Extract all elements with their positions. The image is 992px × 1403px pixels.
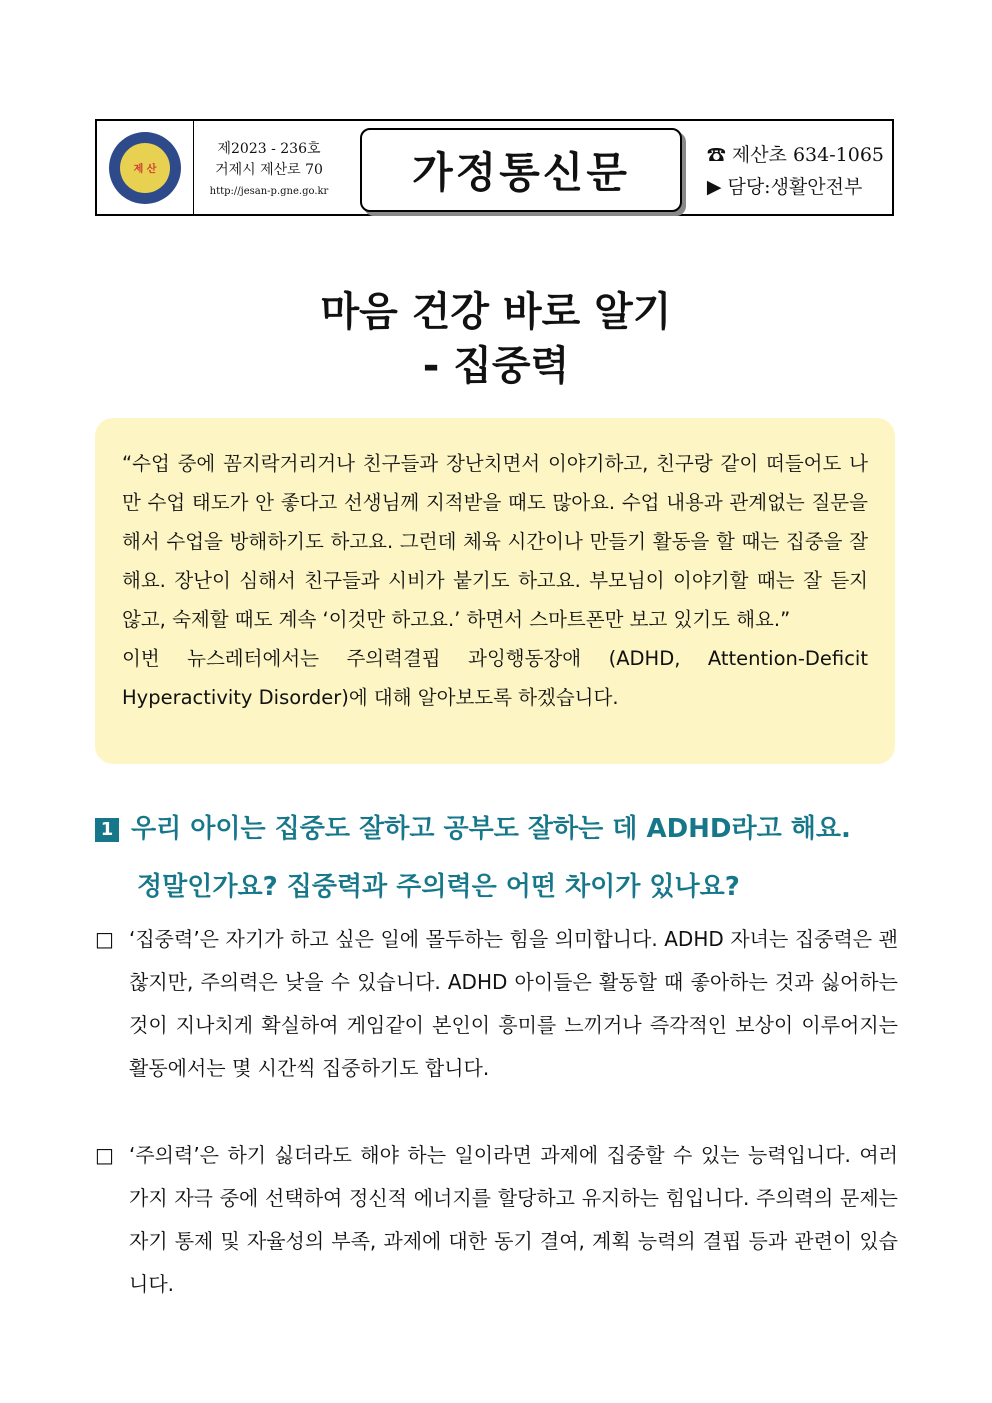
quote-box bbox=[95, 418, 895, 764]
page-title bbox=[0, 285, 992, 393]
checkbox-icon: □ bbox=[95, 927, 114, 951]
phone: ☎ 제산초 634-1065 bbox=[706, 144, 884, 166]
section-number: 1 bbox=[95, 818, 119, 842]
quote-text: “수업 중에 꼼지락거리거나 친구들과 장난치면서 이야기하고, 친구랑 같이 떠들어도 나만 수업 태도가 안 좋다고 선생님께 지적받을 때도 많아요. 수업 내용과 관계없는 질문을 해서 수업을 방해하기도 하고요. 그런데 체육 시간이나 만들기 활동을 할 때는 집중을 잘해요. 장난이 심해서 친구들과 시비가 붙기도 하고요. 부모님이 이야기할 때는 잘 듣지 않고, 숙제할 때도 계속 ‘이것만 하고요.’ 하면서 스마트폰만 보고 있기도 해요.” bbox=[122, 452, 868, 631]
logo-text: 제 산 bbox=[120, 143, 170, 193]
school-logo bbox=[109, 132, 181, 204]
letterhead bbox=[95, 119, 894, 216]
issue-number: 제2023 - 236호 bbox=[217, 141, 321, 157]
contact-info bbox=[707, 139, 884, 203]
bullet-concentration bbox=[95, 918, 898, 1090]
bullet-text: ‘집중력’은 자기가 하고 싶은 일에 몰두하는 힘을 의미합니다. ADHD 자녀는 집중력은 괜찮지만, 주의력은 낮을 수 있습니다. ADHD 아이들은 활동할 때 좋아하는 것과 싫어하는 것이 지나치게 확실하여 게임같이 본인이 흥미를 느끼거나 즉각적인 보상이 이루어지는 활동에서는 몇 시간씩 집중하기도 합니다. bbox=[129, 927, 898, 1080]
bullet-text: ‘주의력’은 하기 싫더라도 해야 하는 일이라면 과제에 집중할 수 있는 능력입니다. 여러 가지 자극 중에 선택하여 정신적 에너지를 할당하고 유지하는 힘입니다. 주의력의 문제는 자기 통제 및 자율성의 부족, 과제에 대한 동기 결여, 계획 능력의 결핍 등과 관련이 있습니다. bbox=[129, 1143, 898, 1296]
section-heading bbox=[95, 800, 900, 916]
issue-info bbox=[194, 121, 344, 214]
newsletter-title: 가정통신문 bbox=[360, 128, 682, 212]
department: ▶ 담당:생활안전부 bbox=[706, 176, 863, 198]
intro-text: 이번 뉴스레터에서는 주의력결핍 과잉행동장애 (ADHD, Attention-Deficit Hyperactivity Disorder)에 대해 알아보도록 하겠습니다. bbox=[122, 647, 868, 709]
heading-line2: 정말인가요? 집중력과 주의력은 어떤 차이가 있나요? bbox=[137, 872, 740, 902]
title-line2: - 집중력 bbox=[422, 343, 570, 389]
title-line1: 마음 건강 바로 알기 bbox=[320, 289, 672, 335]
school-url[interactable]: http://jesan-p.gne.go.kr bbox=[209, 186, 329, 197]
school-address: 거제시 제산로 70 bbox=[215, 162, 323, 178]
heading-line1: 우리 아이는 집중도 잘하고 공부도 잘하는 데 ADHD라고 해요. bbox=[131, 814, 851, 844]
school-logo-cell bbox=[97, 121, 194, 214]
checkbox-icon: □ bbox=[95, 1143, 114, 1167]
bullet-attention bbox=[95, 1134, 898, 1306]
